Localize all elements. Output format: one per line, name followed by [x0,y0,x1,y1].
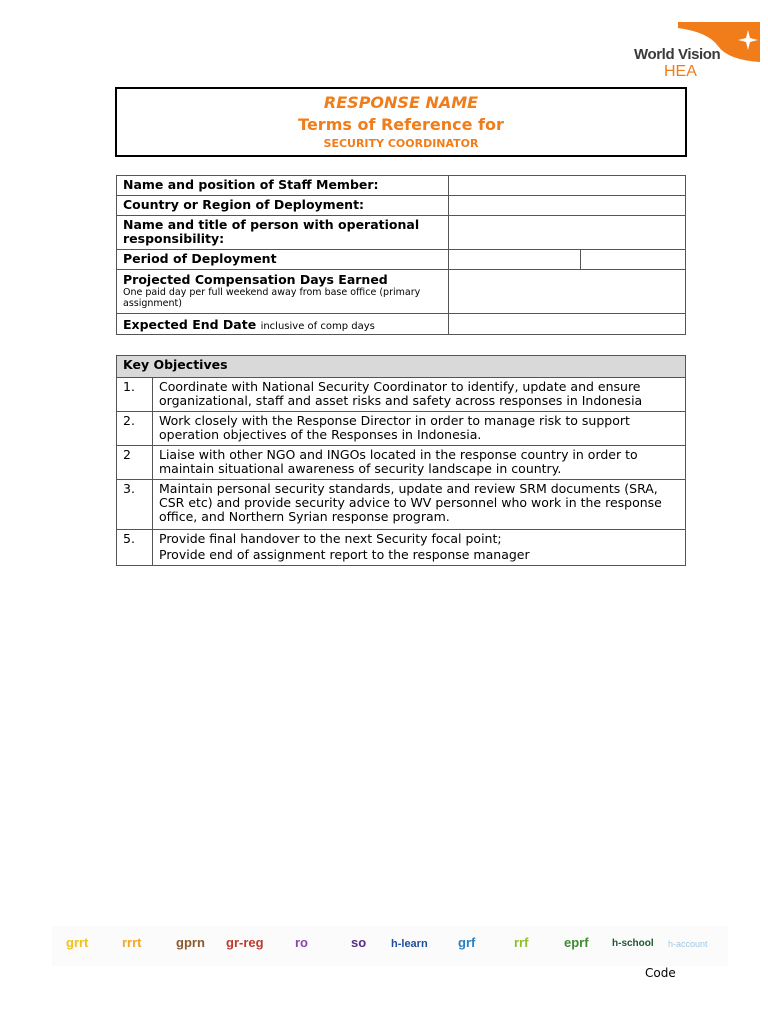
objective-number: 5. [117,530,153,566]
objective-number: 2 [117,446,153,480]
tag-h-learn: h-learn [391,938,428,950]
objective-number: 2. [117,412,153,446]
comp-days-label [117,270,449,314]
key-objectives-header: Key Objectives [117,356,686,378]
period-end-value[interactable] [581,250,686,270]
tag-rrrt: rrrt [122,935,142,950]
operational-responsibility-value[interactable] [449,216,686,250]
tor-title: Terms of Reference for [298,115,504,134]
position-title: SECURITY COORDINATOR [323,137,479,150]
comp-days-title: Projected Compensation Days Earned [123,272,388,287]
world-vision-logo [630,22,760,84]
tag-so: so [351,935,367,950]
objective-text: Maintain personal security standards, update and review SRM documents (SRA, CSR etc) and provide security advice to WV personnel who work in the response office, and Northern Syrian response program. [153,480,686,530]
title-box [115,87,687,157]
tag-ro: ro [295,935,308,950]
country-value[interactable] [449,196,686,216]
response-name: RESPONSE NAME [323,93,479,112]
end-date-note: inclusive of comp days [260,321,375,332]
comp-days-note: One paid day per full weekend away from base office (primary assignment) [123,287,421,309]
objective-text: Work closely with the Response Director in order to manage risk to support operation objectives of the Responses in Indonesia. [153,412,686,446]
end-date-value[interactable] [449,314,686,335]
objective-text-line: Provide final handover to the next Security focal point; [159,531,502,546]
end-date-label [117,314,449,335]
objective-text-line: Provide end of assignment report to the response manager [159,547,530,562]
objective-text: Coordinate with National Security Coordinator to identify, update and ensure organizational, staff and asset risks and safety across responses in Indonesia [153,378,686,412]
logo-brand-text: World Vision [634,46,721,63]
country-label: Country or Region of Deployment: [117,196,449,216]
tag-gr-reg: gr-reg [226,935,264,950]
staff-member-value[interactable] [449,176,686,196]
tag-eprf: eprf [564,935,589,950]
operational-responsibility-label: Name and title of person with operational responsibility: [117,216,449,250]
logo-sub-text: HEA [664,63,697,80]
period-label: Period of Deployment [117,250,449,270]
tag-rrf: rrf [514,935,529,950]
objective-text: Liaise with other NGO and INGOs located in the response country in order to maintain situational awareness of security landscape in country. [153,446,686,480]
period-start-value[interactable] [449,250,581,270]
objective-text [153,530,686,566]
tag-h-account: h-account [668,939,708,949]
tag-grf: grf [458,935,476,950]
key-objectives-table [116,355,686,566]
tag-grrt: grrt [66,935,89,950]
tag-h-school: h-school [612,938,654,949]
code-label: Code [645,966,676,980]
staff-info-table [116,175,686,335]
staff-member-label: Name and position of Staff Member: [117,176,449,196]
objective-number: 1. [117,378,153,412]
objective-number: 3. [117,480,153,530]
comp-days-value[interactable] [449,270,686,314]
end-date-title: Expected End Date [123,317,257,332]
tag-gprn: gprn [176,935,205,950]
